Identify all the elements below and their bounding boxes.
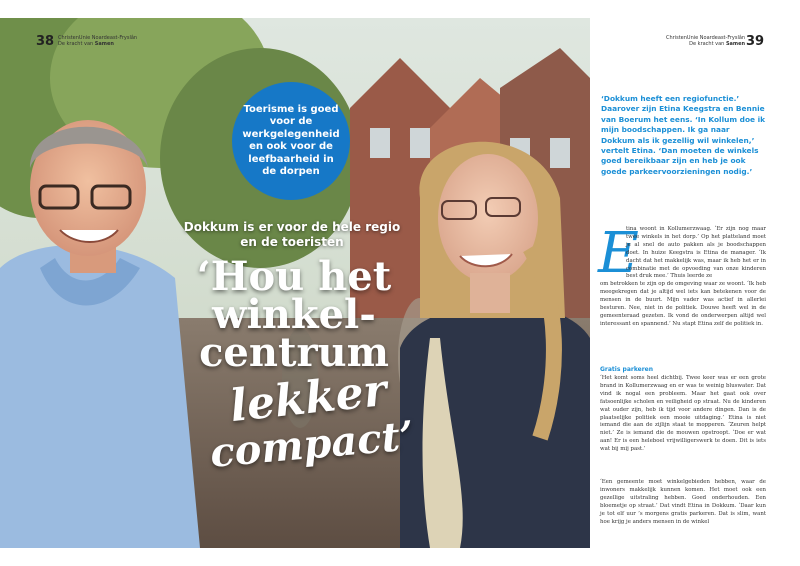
running-head-left-bold: Samen	[94, 41, 114, 47]
drop-cap: E	[598, 221, 639, 286]
running-head-left-prefix: De kracht van	[58, 41, 95, 47]
headline-line-2: winkel-	[212, 291, 376, 338]
running-head-right-line1: ChristenUnie Noardeast-Fryslân	[666, 35, 746, 41]
headline-script-1: lekker	[227, 364, 390, 433]
page-number-left: 38	[36, 34, 55, 49]
running-head-left-line1: ChristenUnie Noardeast-Fryslân	[58, 35, 138, 41]
body-paragraph-1-indented: tina woont in Kollumerzwaag. ‘Er zijn nog maar twee winkels in het dorp.’ Op het platteland moet je al snel de auto pakken als je boodschappen doet. In huize Keegstra is Etina de manager. ‘Ik dacht dat het makkelijk was, maar ik heb het er in combinatie met de opvoeding van onze kinderen best druk mee.’ Thuis leerde ze	[626, 226, 766, 280]
article-headline	[180, 253, 408, 376]
running-head-right-bold: Samen	[725, 41, 746, 47]
subhead-gratis-parkeren: Gratis parkeren	[600, 366, 654, 373]
running-head-left-line2	[58, 41, 137, 47]
headline-line-1: ‘Hou het	[196, 253, 392, 300]
tourism-callout-circle	[232, 82, 350, 200]
body-paragraph-2: ‘Het komt soms heel dichtbij. Twee keer was er een grote brand in Kollumerzwaag en er was te weinig bluswater. Dat vind ik nogal een probleem. Maar het gaat ook over fatsoenlijke scholen en veiligheid op straat. Nu de kinderen wat ouder zijn, heb ik tijd voor andere dingen. Dan is de plaatselijke politiek een mooie uitdaging.’ Etina is niet iemand die aan de zijlijn staat te mopperen. ‘Zeuren helpt niet.’ Ze is iemand die de mouwen opstroopt. ‘Doe er wat aan! Er is een heleboel vrijwilligerswerk te doen. Dit is iets wat bij mij past.’	[600, 375, 766, 453]
running-head-right-prefix: De kracht van	[689, 41, 726, 47]
running-head-right	[666, 35, 745, 47]
headline-line-3: centrum	[199, 329, 389, 376]
running-head-left	[58, 35, 137, 47]
tourism-callout-text: Toerisme is goed voor de werkgelegenheid en ook voor de leefbaarheid in de dorpen	[242, 103, 340, 177]
page-number-right: 39	[746, 34, 765, 49]
body-paragraph-1-rest: om betrokken te zijn op de omgeving waar ze woont. ‘Ik heb meegekregen dat je altijd wel iets kan betekenen voor de mensen in de buurt. Mijn vader was actief in allerlei besturen. Nee, niet in de politiek. Douwe heeft wel in de gemeenteraad gezeten. Ik vond de onderwerpen altijd wel interessant en spannend.’ Nu stapt Etina zelf de politiek in.	[600, 281, 766, 327]
body-paragraph-3: ‘Een gemeente moet winkelgebieden hebben, waar de inwoners makkelijk kunnen komen. Het moet ook een gezellige uitstraling hebben. Goed onderhouden. Een bloemetje op straat.’ Dat vindt Etina in Dokkum. ‘Daar kun je tot elf uur ’s morgens gratis parkeren. Dat is slim, want hoe krijg je anders mensen in de winkel	[600, 479, 766, 525]
article-intro: ‘Dokkum heeft een regiofunctie.’ Daarover zijn Etina Keegstra en Bennie van Boerum het eens. ‘In Kollum doe ik mijn boodschappen. Ik ga naar Dokkum als ik gezellig wil winkelen,’ vertelt Etina. ‘Dan moeten de winkels goed bereikbaar zijn en heb je ook goede parkeervoorzieningen nodig.’	[601, 94, 766, 176]
running-head-right-line2	[666, 41, 745, 47]
headline-script-2: compact’	[208, 412, 416, 477]
body-paragraph-1	[598, 221, 766, 329]
article-kicker: Dokkum is er voor de hele regio en de toeristen	[183, 220, 401, 249]
